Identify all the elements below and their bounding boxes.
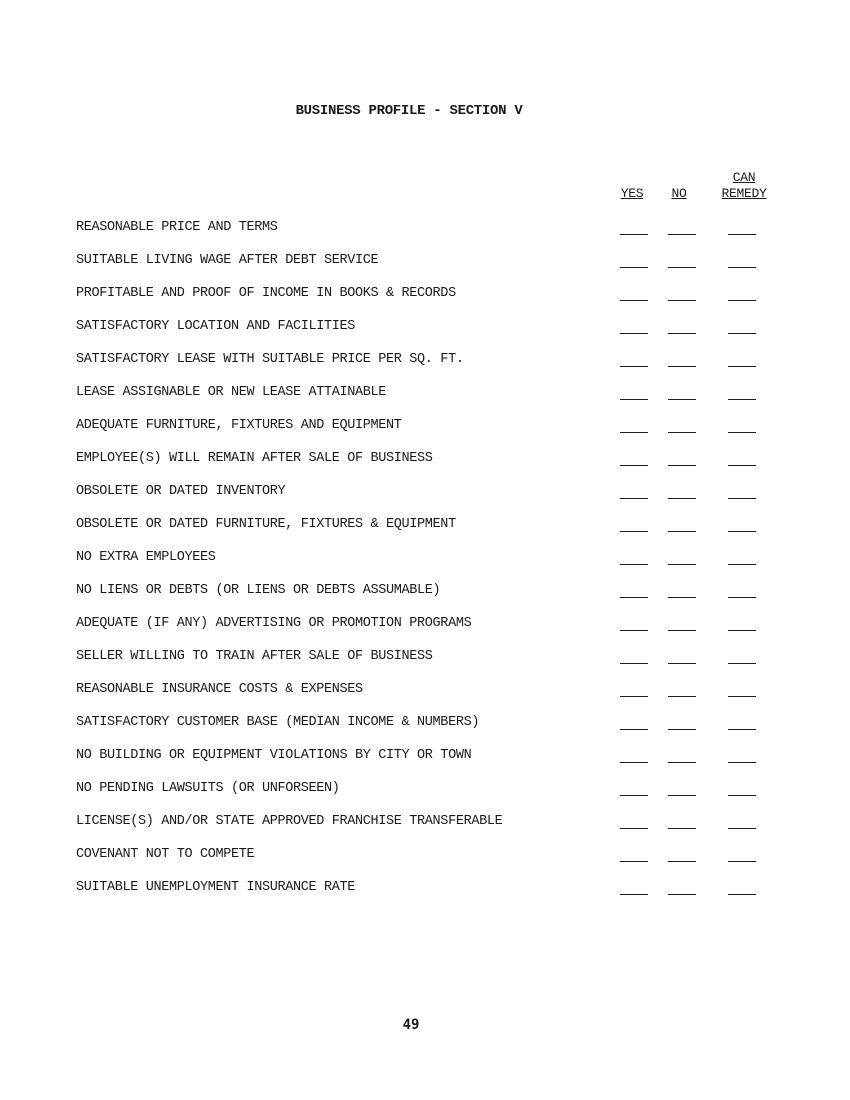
checklist-row <box>76 746 776 779</box>
no-blank[interactable] <box>668 729 696 730</box>
no-blank[interactable] <box>668 597 696 598</box>
checklist-item-label: COVENANT NOT TO COMPETE <box>76 847 255 862</box>
checklist-item-label: ADEQUATE FURNITURE, FIXTURES AND EQUIPMENT <box>76 418 402 433</box>
yes-blank[interactable] <box>620 597 648 598</box>
checklist-item-label: REASONABLE INSURANCE COSTS & EXPENSES <box>76 682 363 697</box>
checklist-item-label: SATISFACTORY LOCATION AND FACILITIES <box>76 319 356 334</box>
can-remedy-blank[interactable] <box>728 234 756 235</box>
checklist-item-label: OBSOLETE OR DATED FURNITURE, FIXTURES & EQUIPMENT <box>76 517 456 532</box>
checklist-item-label: NO EXTRA EMPLOYEES <box>76 550 216 565</box>
yes-blank[interactable] <box>620 300 648 301</box>
column-header-can-remedy-line1: CAN <box>732 170 756 185</box>
checklist-row <box>76 548 776 581</box>
checklist-item-label: NO BUILDING OR EQUIPMENT VIOLATIONS BY CITY OR TOWN <box>76 748 472 763</box>
no-blank[interactable] <box>668 762 696 763</box>
checklist-row <box>76 482 776 515</box>
yes-blank[interactable] <box>620 564 648 565</box>
can-remedy-blank[interactable] <box>728 795 756 796</box>
checklist-row <box>76 779 776 812</box>
no-blank[interactable] <box>668 894 696 895</box>
checklist-item-label: ADEQUATE (IF ANY) ADVERTISING OR PROMOTION PROGRAMS <box>76 616 472 631</box>
can-remedy-blank[interactable] <box>728 333 756 334</box>
no-blank[interactable] <box>668 399 696 400</box>
no-blank[interactable] <box>668 465 696 466</box>
can-remedy-blank[interactable] <box>728 531 756 532</box>
no-blank[interactable] <box>668 630 696 631</box>
checklist-row <box>76 251 776 284</box>
no-blank[interactable] <box>668 861 696 862</box>
checklist-item-label: SUITABLE LIVING WAGE AFTER DEBT SERVICE <box>76 253 379 268</box>
yes-blank[interactable] <box>620 861 648 862</box>
checklist-row <box>76 515 776 548</box>
no-blank[interactable] <box>668 366 696 367</box>
can-remedy-blank[interactable] <box>728 300 756 301</box>
can-remedy-blank[interactable] <box>728 861 756 862</box>
can-remedy-blank[interactable] <box>728 267 756 268</box>
checklist-item-label: NO PENDING LAWSUITS (OR UNFORSEEN) <box>76 781 340 796</box>
yes-blank[interactable] <box>620 762 648 763</box>
checklist-item-label: LICENSE(S) AND/OR STATE APPROVED FRANCHISE TRANSFERABLE <box>76 814 503 829</box>
page-number: 49 <box>402 1017 420 1033</box>
no-blank[interactable] <box>668 333 696 334</box>
yes-blank[interactable] <box>620 399 648 400</box>
checklist <box>76 218 776 911</box>
checklist-item-label: SATISFACTORY LEASE WITH SUITABLE PRICE PER SQ. FT. <box>76 352 464 367</box>
checklist-item-label: OBSOLETE OR DATED INVENTORY <box>76 484 286 499</box>
checklist-row <box>76 647 776 680</box>
can-remedy-blank[interactable] <box>728 729 756 730</box>
checklist-row <box>76 449 776 482</box>
yes-blank[interactable] <box>620 795 648 796</box>
can-remedy-blank[interactable] <box>728 498 756 499</box>
checklist-row <box>76 878 776 911</box>
can-remedy-blank[interactable] <box>728 597 756 598</box>
yes-blank[interactable] <box>620 333 648 334</box>
no-blank[interactable] <box>668 564 696 565</box>
checklist-row <box>76 317 776 350</box>
yes-blank[interactable] <box>620 630 648 631</box>
yes-blank[interactable] <box>620 894 648 895</box>
can-remedy-blank[interactable] <box>728 762 756 763</box>
can-remedy-blank[interactable] <box>728 894 756 895</box>
no-blank[interactable] <box>668 795 696 796</box>
column-header-yes: YES <box>620 186 644 201</box>
checklist-row <box>76 350 776 383</box>
yes-blank[interactable] <box>620 432 648 433</box>
no-blank[interactable] <box>668 531 696 532</box>
yes-blank[interactable] <box>620 696 648 697</box>
checklist-row <box>76 383 776 416</box>
column-header-can-remedy <box>714 170 774 202</box>
can-remedy-blank[interactable] <box>728 366 756 367</box>
no-blank[interactable] <box>668 498 696 499</box>
column-header-no: NO <box>671 186 687 201</box>
yes-blank[interactable] <box>620 234 648 235</box>
can-remedy-blank[interactable] <box>728 630 756 631</box>
checklist-row <box>76 614 776 647</box>
no-blank[interactable] <box>668 300 696 301</box>
checklist-item-label: SUITABLE UNEMPLOYMENT INSURANCE RATE <box>76 880 356 895</box>
checklist-row <box>76 218 776 251</box>
no-blank[interactable] <box>668 234 696 235</box>
checklist-row <box>76 284 776 317</box>
checklist-row <box>76 713 776 746</box>
yes-blank[interactable] <box>620 267 648 268</box>
no-blank[interactable] <box>668 828 696 829</box>
checklist-row <box>76 581 776 614</box>
page-title: BUSINESS PROFILE - SECTION V <box>295 103 523 119</box>
checklist-item-label: LEASE ASSIGNABLE OR NEW LEASE ATTAINABLE <box>76 385 387 400</box>
yes-blank[interactable] <box>620 531 648 532</box>
checklist-item-label: SELLER WILLING TO TRAIN AFTER SALE OF BUSINESS <box>76 649 433 664</box>
yes-blank[interactable] <box>620 498 648 499</box>
no-blank[interactable] <box>668 663 696 664</box>
checklist-row <box>76 416 776 449</box>
no-blank[interactable] <box>668 432 696 433</box>
no-blank[interactable] <box>668 267 696 268</box>
yes-blank[interactable] <box>620 366 648 367</box>
can-remedy-blank[interactable] <box>728 828 756 829</box>
can-remedy-blank[interactable] <box>728 663 756 664</box>
checklist-item-label: NO LIENS OR DEBTS (OR LIENS OR DEBTS ASSUMABLE) <box>76 583 441 598</box>
checklist-item-label: EMPLOYEE(S) WILL REMAIN AFTER SALE OF BUSINESS <box>76 451 433 466</box>
column-header-can-remedy-line2: REMEDY <box>721 186 767 201</box>
can-remedy-blank[interactable] <box>728 564 756 565</box>
can-remedy-blank[interactable] <box>728 696 756 697</box>
yes-blank[interactable] <box>620 663 648 664</box>
no-blank[interactable] <box>668 696 696 697</box>
can-remedy-blank[interactable] <box>728 399 756 400</box>
yes-blank[interactable] <box>620 828 648 829</box>
checklist-row <box>76 812 776 845</box>
can-remedy-blank[interactable] <box>728 432 756 433</box>
yes-blank[interactable] <box>620 729 648 730</box>
checklist-item-label: SATISFACTORY CUSTOMER BASE (MEDIAN INCOME & NUMBERS) <box>76 715 480 730</box>
checklist-item-label: PROFITABLE AND PROOF OF INCOME IN BOOKS & RECORDS <box>76 286 456 301</box>
checklist-row <box>76 680 776 713</box>
checklist-item-label: REASONABLE PRICE AND TERMS <box>76 220 278 235</box>
yes-blank[interactable] <box>620 465 648 466</box>
checklist-row <box>76 845 776 878</box>
can-remedy-blank[interactable] <box>728 465 756 466</box>
